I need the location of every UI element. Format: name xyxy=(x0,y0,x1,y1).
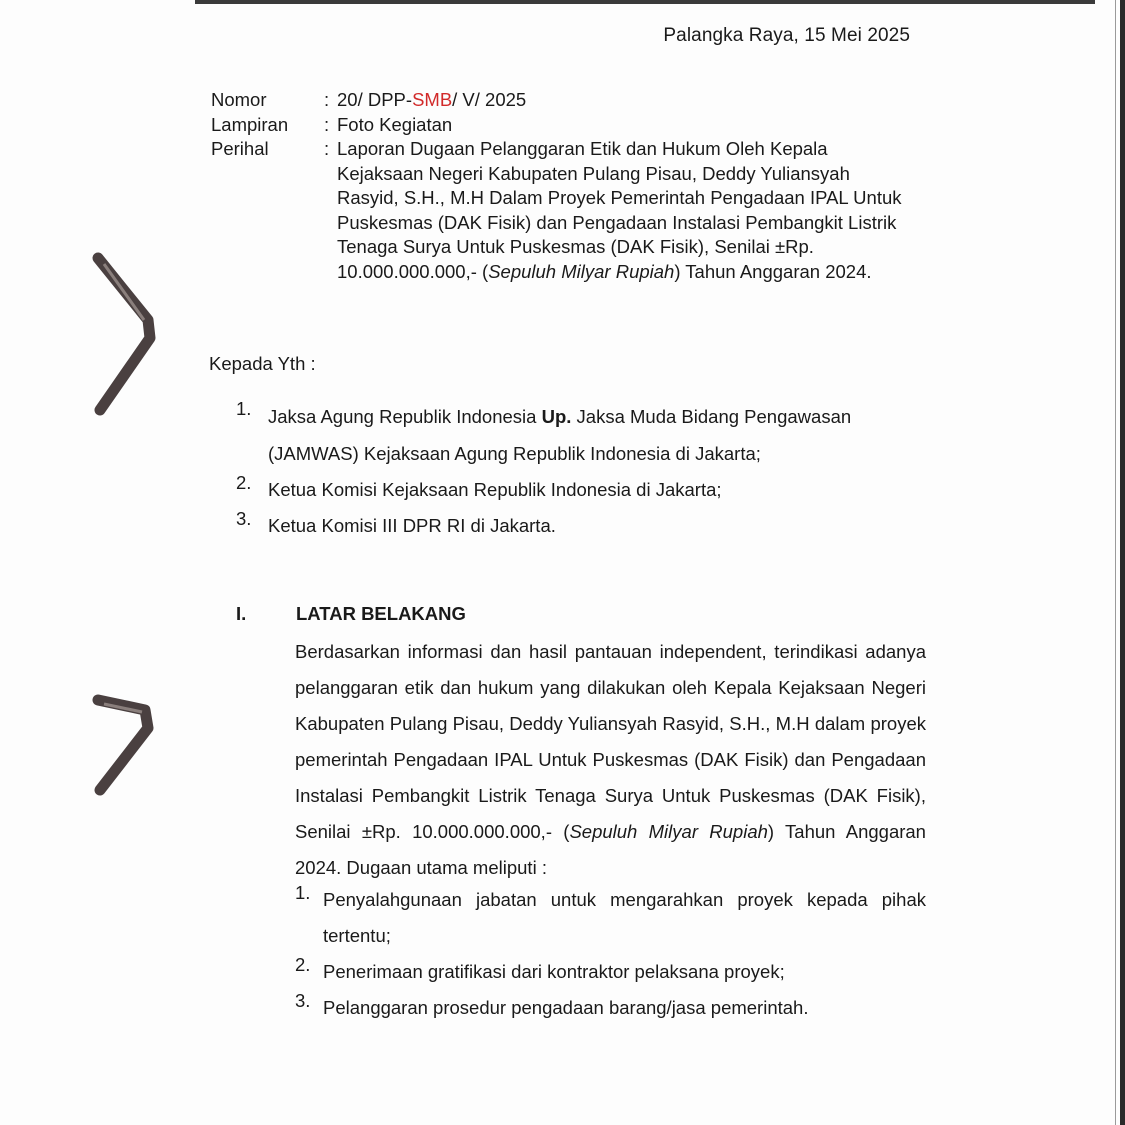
right-page-edge xyxy=(1120,0,1125,1125)
list-item: 2. Penerimaan gratifikasi dari kontraktor pelaksana proyek; xyxy=(295,954,785,982)
perihal-row: Perihal : Laporan Dugaan Pelanggaran Etik dan Hukum Oleh Kepala Kejaksaan Negeri Kabupaten Pulang Pisau, Deddy Yuliansyah Rasyid, S.H., M.H Dalam Proyek Pemerintah Pengadaan IPAL Untuk Puskesmas (DAK Fisik) dan Pengadaan Instalasi Pembangkit Listrik Tenaga Surya Untuk Puskesmas (DAK Fisik), Senilai ±Rp. 10.000.000.000,- (Sepuluh Milyar Rupiah) Tahun Anggaran 2024. xyxy=(211,137,917,284)
section-title: LATAR BELAKANG xyxy=(296,603,466,624)
nomor-row: Nomor : 20/ DPP-SMB/ V/ 2025 xyxy=(211,88,917,113)
issues-list xyxy=(295,882,926,1026)
recipients-heading: Kepada Yth : xyxy=(209,353,316,374)
lampiran-label: Lampiran xyxy=(211,113,289,135)
recipients-list xyxy=(236,398,896,544)
perihal-value: Laporan Dugaan Pelanggaran Etik dan Hukum Oleh Kepala Kejaksaan Negeri Kabupaten Pulang Pisau, Deddy Yuliansyah Rasyid, S.H., M.H Dalam Proyek Pemerintah Pengadaan IPAL Untuk Puskesmas (DAK Fisik) dan Pengadaan Instalasi Pembangkit Listrik Tenaga Surya Untuk Puskesmas (DAK Fisik), Senilai ±Rp. 10.000.000.000,- (Sepuluh Milyar Rupiah) Tahun Anggaran 2024. xyxy=(337,138,902,282)
list-item: 2. Ketua Komisi Kejaksaan Republik Indonesia di Jakarta; xyxy=(236,472,722,500)
letter-date: Palangka Raya, 15 Mei 2025 xyxy=(663,25,910,46)
right-page-edge-inner xyxy=(1115,0,1116,1125)
nomor-code-red: SMB xyxy=(412,89,453,110)
lampiran-value: Foto Kegiatan xyxy=(337,113,453,135)
perihal-label: Perihal xyxy=(211,138,269,159)
section-heading: I. LATAR BELAKANG xyxy=(236,603,466,624)
lampiran-row: Lampiran : Foto Kegiatan xyxy=(211,113,917,138)
section-latar-belakang xyxy=(236,603,926,1026)
nomor-label: Nomor xyxy=(211,89,267,110)
list-item: 1. Jaksa Agung Republik Indonesia Up. Jaksa Muda Bidang Pengawasan (JAMWAS) Kejaksaan Agung Republik Indonesia di Jakarta; xyxy=(236,398,852,464)
binder-ring-icon xyxy=(90,680,160,850)
list-item: 3. Ketua Komisi III DPR RI di Jakarta. xyxy=(236,508,556,536)
list-item: 3. Pelanggaran prosedur pengadaan barang/jasa pemerintah. xyxy=(295,990,809,1018)
binder-ring-icon xyxy=(90,250,160,420)
letter-metadata xyxy=(211,88,917,284)
list-item: 1. Penyalahgunaan jabatan untuk mengarahkan proyek kepada pihak tertentu; xyxy=(295,882,926,946)
section-paragraph: Berdasarkan informasi dan hasil pantauan independent, terindikasi adanya pelanggaran etik dan hukum yang dilakukan oleh Kepala Kejaksaan Negeri Kabupaten Pulang Pisau, Deddy Yuliansyah Rasyid, S.H., M.H dalam proyek pemerintah Pengadaan IPAL Untuk Puskesmas (DAK Fisik) dan Pengadaan Instalasi Pembangkit Listrik Tenaga Surya Untuk Puskesmas (DAK Fisik), Senilai ±Rp. 10.000.000.000,- (Sepuluh Milyar Rupiah) Tahun Anggaran 2024. Dugaan utama meliputi : xyxy=(295,641,926,878)
nomor-value: 20/ DPP-SMB/ V/ 2025 xyxy=(337,89,527,110)
top-border-line xyxy=(195,0,1095,4)
